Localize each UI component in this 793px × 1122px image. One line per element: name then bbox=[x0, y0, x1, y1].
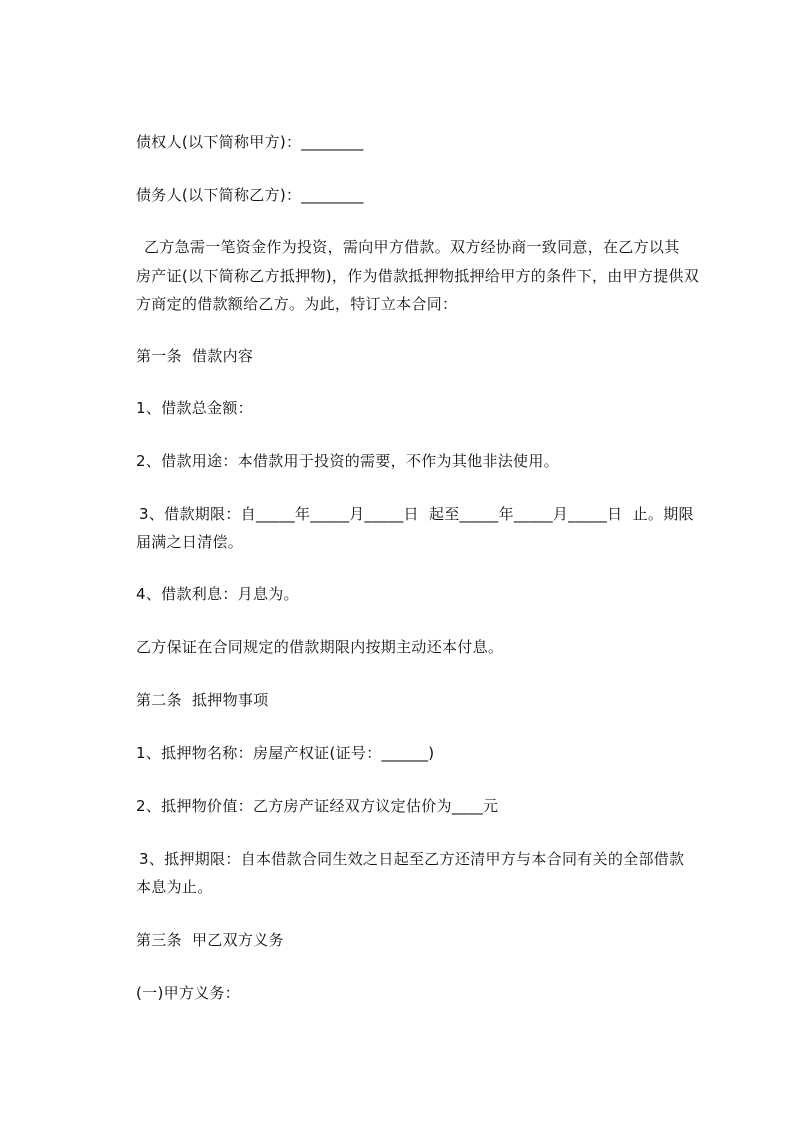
article1-item2: 2、借款用途：本借款用于投资的需要，不作为其他非法使用。 bbox=[136, 452, 559, 470]
article2-item1: 1、抵押物名称：房屋产权证(证号：______) bbox=[136, 744, 435, 762]
article2-item2: 2、抵押物价值：乙方房产证经双方议定估价为____元 bbox=[136, 797, 499, 815]
debtor-line: 债务人(以下简称乙方)：________ bbox=[136, 186, 364, 204]
article1-item1: 1、借款总金额： bbox=[136, 399, 253, 417]
intro-line-2: 房产证(以下简称乙方抵押物)，作为借款抵押物抵押给甲方的条件下，由甲方提供双 bbox=[136, 267, 700, 285]
article2-item3-line2: 本息为止。 bbox=[136, 878, 213, 896]
article3-section1: (一)甲方义务： bbox=[136, 984, 241, 1002]
intro-line-1: 乙方急需一笔资金作为投资，需向甲方借款。双方经协商一致同意，在乙方以其 bbox=[144, 238, 680, 256]
intro-line-3: 方商定的借款额给乙方。为此，特订立本合同： bbox=[136, 295, 458, 313]
article2-title: 第二条 抵押物事项 bbox=[136, 691, 269, 709]
article3-title: 第三条 甲乙双方义务 bbox=[136, 931, 284, 949]
article1-item3-line1: 3、借款期限：自_____年_____月_____日 起至_____年_____月_____日 止。期限 bbox=[139, 505, 694, 523]
article1-title: 第一条 借款内容 bbox=[136, 347, 254, 365]
article1-item3-line2: 届满之日清偿。 bbox=[136, 533, 244, 551]
article1-guarantee: 乙方保证在合同规定的借款期限内按期主动还本付息。 bbox=[136, 638, 504, 656]
creditor-line: 债权人(以下简称甲方)：________ bbox=[136, 133, 364, 151]
article2-item3-line1: 3、抵押期限：自本借款合同生效之日起至乙方还清甲方与本合同有关的全部借款 bbox=[139, 850, 685, 868]
article1-item4: 4、借款利息：月息为。 bbox=[136, 585, 299, 603]
